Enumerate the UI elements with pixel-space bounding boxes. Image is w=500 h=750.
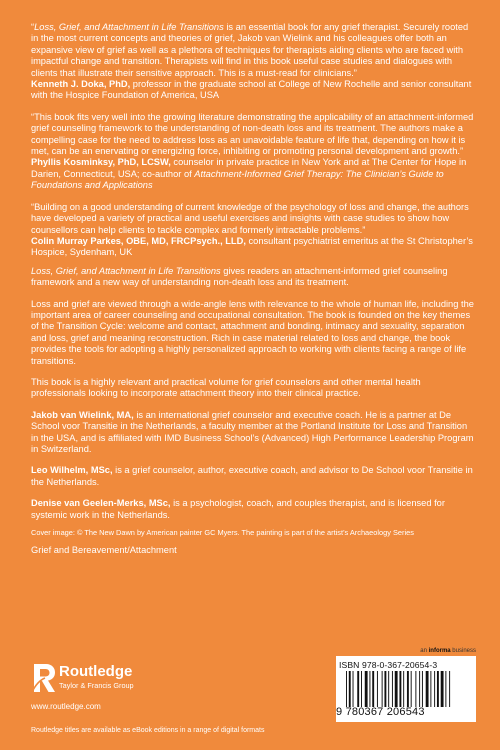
subject-category: Grief and Bereavement/Attachment	[31, 545, 177, 556]
barcode-bar	[346, 671, 347, 707]
audience-paragraph: This book is a highly relevant and practical volume for grief counselors and other mental health professionals looking to incorporate attachment theory into their clinical practice.	[31, 376, 421, 399]
publisher-name: Routledge	[59, 663, 133, 680]
publisher-group: Taylor & Francis Group	[59, 681, 134, 690]
summary-book-title: Loss, Grief, and Attachment in Life Transitions	[31, 265, 221, 276]
barcode-bar	[430, 671, 431, 707]
barcode-bar	[377, 671, 378, 707]
author-name: Leo Wilhelm, MSc,	[31, 465, 113, 476]
review-text: “Building on a good understanding of current knowledge of the psychology of loss and change, the authors have developed a variety of practical and useful exercises and insights with case studies to show how counsellors can help clients to tackle complex and formerly intractable problems.”	[31, 201, 469, 235]
barcode-bar	[415, 671, 416, 707]
reviewer-affiliation: counselor in private practice in New York and at The Center for Hope in Darien, Connecticut, USA; co-author of	[31, 157, 467, 179]
barcode-bar	[382, 671, 383, 707]
barcode-bar	[365, 671, 368, 707]
reviewer-name: Kenneth J. Doka, PhD,	[31, 79, 131, 90]
barcode-panel	[336, 656, 476, 722]
isbn-label: ISBN 978-0-367-20654-3	[339, 660, 438, 670]
ebook-note: Routledge titles are available as eBook editions in a range of digital formats	[31, 727, 265, 734]
author-name: Denise van Geelen-Merks, MSc,	[31, 498, 171, 509]
barcode-bar	[349, 671, 351, 707]
author-bio-van-wielink: Jakob van Wielink, MA, is an international grief counselor and executive coach. He is a partner at De School voor Transitie in the Netherlands, a faculty member at the Portland Institute for Loss and Transition in the USA, and is affiliated with IMD Business School’s (Advanced) High Performance Leadership Program in Switzerland.	[31, 409, 474, 454]
barcode-bar	[419, 671, 420, 707]
barcode-bar	[369, 671, 370, 707]
reviewer-affiliation: professor in the graduate school at College of New Rochelle and senior consultant with the Hospice Foundation of America, USA	[31, 79, 472, 101]
barcode-bar	[384, 671, 386, 707]
barcode-bar	[399, 671, 401, 707]
barcode-bar	[437, 671, 439, 707]
barcode-bar	[407, 671, 409, 707]
barcode-bar	[411, 671, 412, 707]
review-book-title: Loss, Grief, and Attachment in Life Transitions	[34, 22, 224, 32]
barcode-bar	[361, 671, 362, 707]
reviewer-book: Attachment-Informed Grief Therapy: The Clinician’s Guide to Foundations and Applications	[31, 168, 444, 191]
review-text: “This book fits very well into the growing literature demonstrating the applicability of an attachment-informed grief counseling framework to the understanding of non-death loss and its treatment. The authors make a compelling case for the need to address loss as an unavoidable feature of life that, depending on how it is met, can be an enervating or energizing force, inhibiting or promoting personal development and growth.”	[31, 111, 474, 157]
routledge-r-logo-icon	[31, 662, 57, 694]
description-paragraph: Loss and grief are viewed through a wide-angle lens with relevance to the whole of human life, including the important area of career counseling and occupational consultation. The book is founded on the key themes of the Transition Cycle: welcome and contact, attachment and bonding, intimacy and sexuality, separation and loss, grief and meaning reconstruction. Rich in case material related to loss and change, the book provides the tools for adopting a highly personalized approach to working with clients facing a range of life transitions.	[31, 298, 474, 366]
publisher-block	[31, 662, 231, 722]
reviewer-affiliation: consultant psychiatrist emeritus at the St Christopher’s Hospice, Sydenham, UK	[31, 235, 473, 258]
publisher-url[interactable]: www.routledge.com	[31, 702, 101, 711]
barcode-bar	[403, 671, 404, 707]
barcode-bar	[426, 671, 429, 707]
barcode-bar	[449, 671, 450, 707]
barcode-bars	[346, 671, 470, 707]
barcode-bar	[388, 671, 389, 707]
author-name: Jakob van Wielink, MA,	[31, 409, 134, 420]
review-text: is an essential book for any grief therapist. Securely rooted in the most current concepts and theories of grief, Jakob van Wielink and his colleagues offer both an expansive view of grief as well as a plethora of techniques for therapists aiding clients who are faced with impactful change and transition. Therapists will find in this book useful case studies and dialogues with clients that illustrate their sensitive approach. This is a must-read for clinicians.”	[31, 22, 469, 78]
barcode-bar	[395, 671, 398, 707]
author-bio-van-geelen-merks: Denise van Geelen-Merks, MSc, is a psychologist, coach, and couples therapist, and is licensed for systemic work in the Netherlands.	[31, 498, 445, 520]
review-parkes	[31, 202, 475, 259]
summary-paragraph: Loss, Grief, and Attachment in Life Transitions gives readers an attachment-informed grief counseling framework and a new way of understanding non-death loss and its treatment.	[31, 265, 448, 288]
informa-business-tag: an informa business	[420, 648, 476, 654]
reviewer-name: Phyllis Kosminksy, PhD, LCSW,	[31, 157, 171, 168]
barcode-bar	[372, 671, 374, 707]
cover-credit: Cover image: © The New Dawn by American painter GC Myers. The painting is part of the artist’s Archaeology Series	[31, 528, 414, 538]
barcode-bar	[434, 671, 435, 707]
barcode-digits: 9 780367 206543	[336, 706, 425, 718]
barcode-bar	[353, 671, 354, 707]
review-doka: “Loss, Grief, and Attachment in Life Transitions is an essential book for any grief therapist. Securely rooted in the most current concepts and theories of grief, Jakob van Wielink and his colleagues offer both an expansive view of grief as well as a plethora of techniques for therapists aiding clients who are faced with impactful change and transition. Therapists will find in this book useful case studies and dialogues with clients that illustrate their sensitive approach. This is a must-read for clinicians.” Kenneth J. Doka, PhD, professor in the graduate school at College of New Rochelle and senior consultant with the Hospice Foundation of America, USA	[31, 22, 472, 101]
reviewer-name: Colin Murray Parkes, OBE, MD, FRCPsych., LLD,	[31, 235, 246, 246]
author-bio-wilhelm: Leo Wilhelm, MSc, is a grief counselor, author, executive coach, and advisor to De School voor Transitie in the Netherlands.	[31, 465, 473, 487]
barcode-bar	[422, 671, 423, 707]
barcode-bar	[392, 671, 393, 707]
barcode-bar	[441, 671, 444, 707]
back-cover-text	[31, 22, 475, 556]
barcode-bar	[357, 671, 359, 707]
barcode-bar	[445, 671, 446, 707]
review-kosminsky	[31, 112, 475, 192]
barcode-block	[336, 648, 476, 722]
